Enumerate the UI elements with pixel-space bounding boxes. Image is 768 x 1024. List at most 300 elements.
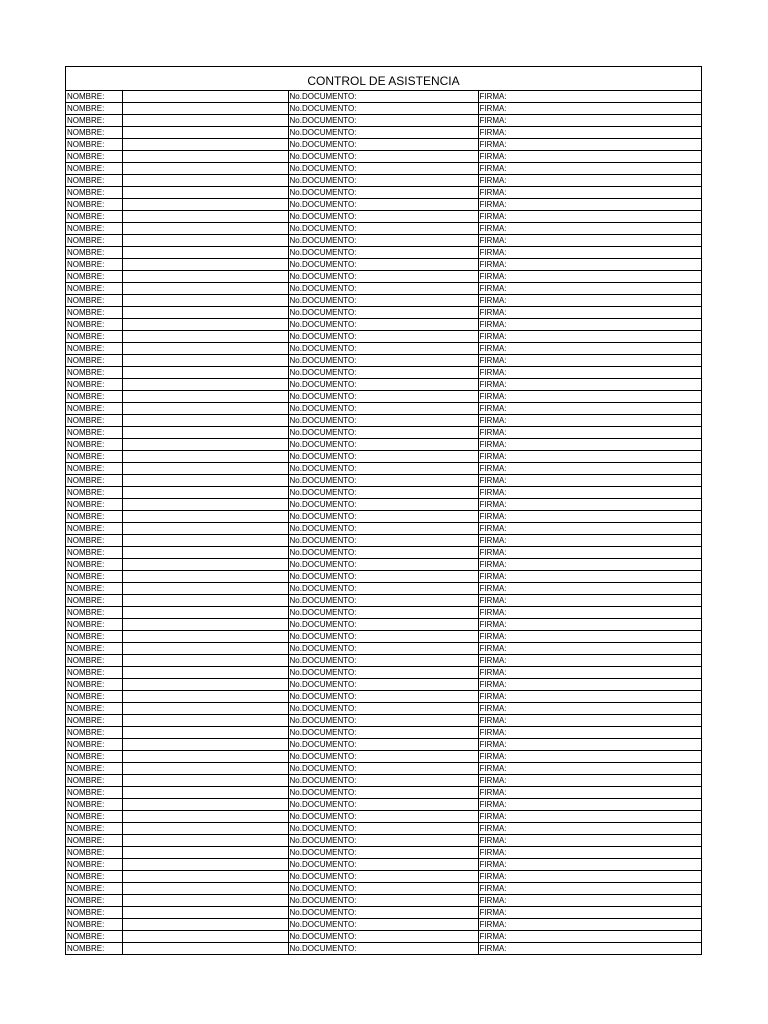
signature-label: FIRMA: <box>478 463 534 475</box>
signature-field[interactable] <box>534 487 701 499</box>
attendance-row <box>66 331 701 343</box>
signature-field[interactable] <box>534 607 701 619</box>
name-field[interactable] <box>122 391 288 403</box>
document-field[interactable] <box>368 199 478 211</box>
document-field[interactable] <box>368 871 478 883</box>
name-field[interactable] <box>122 727 288 739</box>
signature-field[interactable] <box>534 259 701 271</box>
name-field[interactable] <box>122 367 288 379</box>
signature-field[interactable] <box>534 895 701 907</box>
signature-field[interactable] <box>534 655 701 667</box>
document-field[interactable] <box>368 139 478 151</box>
signature-field[interactable] <box>534 667 701 679</box>
signature-field[interactable] <box>534 499 701 511</box>
signature-field[interactable] <box>534 199 701 211</box>
document-field[interactable] <box>368 367 478 379</box>
attendance-row <box>66 895 701 907</box>
signature-field[interactable] <box>534 187 701 199</box>
signature-label: FIRMA: <box>478 451 534 463</box>
name-field[interactable] <box>122 427 288 439</box>
name-field[interactable] <box>122 91 288 103</box>
signature-field[interactable] <box>534 931 701 943</box>
name-field[interactable] <box>122 451 288 463</box>
document-field[interactable] <box>368 103 478 115</box>
signature-label: FIRMA: <box>478 511 534 523</box>
signature-label: FIRMA: <box>478 187 534 199</box>
name-field[interactable] <box>122 343 288 355</box>
document-label: No.DOCUMENTO: <box>288 751 368 763</box>
document-field[interactable] <box>368 883 478 895</box>
signature-field[interactable] <box>534 163 701 175</box>
attendance-row <box>66 211 701 223</box>
name-field[interactable] <box>122 103 288 115</box>
attendance-table <box>66 91 701 954</box>
attendance-sheet <box>65 66 702 955</box>
document-field[interactable] <box>368 463 478 475</box>
document-field[interactable] <box>368 451 478 463</box>
signature-field[interactable] <box>534 643 701 655</box>
name-field[interactable] <box>122 499 288 511</box>
signature-field[interactable] <box>534 271 701 283</box>
document-field[interactable] <box>368 355 478 367</box>
name-label: NOMBRE: <box>66 667 122 679</box>
signature-label: FIRMA: <box>478 547 534 559</box>
document-field[interactable] <box>368 703 478 715</box>
name-field[interactable] <box>122 679 288 691</box>
signature-field[interactable] <box>534 763 701 775</box>
signature-label: FIRMA: <box>478 235 534 247</box>
name-field[interactable] <box>122 583 288 595</box>
attendance-row <box>66 415 701 427</box>
attendance-row <box>66 451 701 463</box>
attendance-row <box>66 295 701 307</box>
attendance-row <box>66 127 701 139</box>
name-field[interactable] <box>122 619 288 631</box>
document-field[interactable] <box>368 427 478 439</box>
name-field[interactable] <box>122 859 288 871</box>
document-field[interactable] <box>368 595 478 607</box>
name-field[interactable] <box>122 403 288 415</box>
document-field[interactable] <box>368 295 478 307</box>
signature-field[interactable] <box>534 475 701 487</box>
name-field[interactable] <box>122 223 288 235</box>
attendance-row <box>66 487 701 499</box>
name-label: NOMBRE: <box>66 487 122 499</box>
signature-field[interactable] <box>534 835 701 847</box>
name-field[interactable] <box>122 751 288 763</box>
signature-field[interactable] <box>534 547 701 559</box>
name-field[interactable] <box>122 163 288 175</box>
name-field[interactable] <box>122 691 288 703</box>
name-field[interactable] <box>122 295 288 307</box>
document-field[interactable] <box>368 127 478 139</box>
signature-field[interactable] <box>534 523 701 535</box>
signature-field[interactable] <box>534 907 701 919</box>
name-field[interactable] <box>122 667 288 679</box>
name-field[interactable] <box>122 511 288 523</box>
document-field[interactable] <box>368 895 478 907</box>
document-field[interactable] <box>368 415 478 427</box>
attendance-row <box>66 715 701 727</box>
name-label: NOMBRE: <box>66 355 122 367</box>
name-field[interactable] <box>122 319 288 331</box>
name-field[interactable] <box>122 943 288 955</box>
signature-field[interactable] <box>534 511 701 523</box>
name-field[interactable] <box>122 847 288 859</box>
document-field[interactable] <box>368 307 478 319</box>
document-field[interactable] <box>368 919 478 931</box>
signature-label: FIRMA: <box>478 487 534 499</box>
name-label: NOMBRE: <box>66 103 122 115</box>
document-field[interactable] <box>368 283 478 295</box>
signature-field[interactable] <box>534 787 701 799</box>
document-field[interactable] <box>368 583 478 595</box>
name-field[interactable] <box>122 919 288 931</box>
document-field[interactable] <box>368 331 478 343</box>
signature-field[interactable] <box>534 871 701 883</box>
name-field[interactable] <box>122 823 288 835</box>
name-label: NOMBRE: <box>66 679 122 691</box>
signature-field[interactable] <box>534 175 701 187</box>
attendance-row <box>66 115 701 127</box>
attendance-row <box>66 703 701 715</box>
attendance-row <box>66 943 701 955</box>
document-field[interactable] <box>368 151 478 163</box>
name-field[interactable] <box>122 739 288 751</box>
name-field[interactable] <box>122 199 288 211</box>
signature-field[interactable] <box>534 571 701 583</box>
signature-field[interactable] <box>534 211 701 223</box>
signature-field[interactable] <box>534 283 701 295</box>
document-field[interactable] <box>368 763 478 775</box>
signature-field[interactable] <box>534 103 701 115</box>
name-field[interactable] <box>122 331 288 343</box>
name-field[interactable] <box>122 151 288 163</box>
name-label: NOMBRE: <box>66 691 122 703</box>
name-field[interactable] <box>122 703 288 715</box>
signature-field[interactable] <box>534 223 701 235</box>
name-field[interactable] <box>122 763 288 775</box>
document-field[interactable] <box>368 679 478 691</box>
signature-label: FIRMA: <box>478 475 534 487</box>
signature-field[interactable] <box>534 355 701 367</box>
document-field[interactable] <box>368 571 478 583</box>
name-field[interactable] <box>122 355 288 367</box>
document-label: No.DOCUMENTO: <box>288 595 368 607</box>
name-field[interactable] <box>122 247 288 259</box>
signature-field[interactable] <box>534 463 701 475</box>
name-label: NOMBRE: <box>66 319 122 331</box>
document-field[interactable] <box>368 175 478 187</box>
signature-field[interactable] <box>534 583 701 595</box>
signature-field[interactable] <box>534 379 701 391</box>
name-field[interactable] <box>122 799 288 811</box>
name-field[interactable] <box>122 463 288 475</box>
signature-field[interactable] <box>534 727 701 739</box>
name-label: NOMBRE: <box>66 727 122 739</box>
signature-field[interactable] <box>534 247 701 259</box>
name-field[interactable] <box>122 139 288 151</box>
name-field[interactable] <box>122 655 288 667</box>
name-field[interactable] <box>122 547 288 559</box>
document-field[interactable] <box>368 559 478 571</box>
document-field[interactable] <box>368 619 478 631</box>
attendance-row <box>66 655 701 667</box>
signature-field[interactable] <box>534 823 701 835</box>
document-label: No.DOCUMENTO: <box>288 667 368 679</box>
signature-field[interactable] <box>534 415 701 427</box>
document-field[interactable] <box>368 499 478 511</box>
name-label: NOMBRE: <box>66 811 122 823</box>
signature-field[interactable] <box>534 331 701 343</box>
document-field[interactable] <box>368 907 478 919</box>
document-field[interactable] <box>368 535 478 547</box>
name-field[interactable] <box>122 907 288 919</box>
signature-field[interactable] <box>534 715 701 727</box>
name-field[interactable] <box>122 283 288 295</box>
attendance-row <box>66 463 701 475</box>
document-field[interactable] <box>368 523 478 535</box>
signature-field[interactable] <box>534 319 701 331</box>
signature-field[interactable] <box>534 391 701 403</box>
name-field[interactable] <box>122 259 288 271</box>
document-field[interactable] <box>368 775 478 787</box>
signature-field[interactable] <box>534 535 701 547</box>
name-label: NOMBRE: <box>66 463 122 475</box>
document-field[interactable] <box>368 439 478 451</box>
document-field[interactable] <box>368 487 478 499</box>
attendance-row <box>66 787 701 799</box>
document-label: No.DOCUMENTO: <box>288 763 368 775</box>
name-field[interactable] <box>122 883 288 895</box>
signature-field[interactable] <box>534 751 701 763</box>
signature-field[interactable] <box>534 343 701 355</box>
document-field[interactable] <box>368 799 478 811</box>
document-label: No.DOCUMENTO: <box>288 883 368 895</box>
signature-field[interactable] <box>534 919 701 931</box>
signature-label: FIRMA: <box>478 295 534 307</box>
signature-field[interactable] <box>534 403 701 415</box>
document-field[interactable] <box>368 931 478 943</box>
signature-field[interactable] <box>534 91 701 103</box>
document-field[interactable] <box>368 343 478 355</box>
document-field[interactable] <box>368 247 478 259</box>
name-label: NOMBRE: <box>66 619 122 631</box>
signature-label: FIRMA: <box>478 847 534 859</box>
name-field[interactable] <box>122 835 288 847</box>
name-field[interactable] <box>122 643 288 655</box>
document-label: No.DOCUMENTO: <box>288 847 368 859</box>
name-field[interactable] <box>122 307 288 319</box>
name-field[interactable] <box>122 607 288 619</box>
signature-field[interactable] <box>534 703 701 715</box>
name-field[interactable] <box>122 487 288 499</box>
name-field[interactable] <box>122 871 288 883</box>
signature-field[interactable] <box>534 307 701 319</box>
signature-label: FIRMA: <box>478 331 534 343</box>
document-field[interactable] <box>368 691 478 703</box>
document-field[interactable] <box>368 115 478 127</box>
document-field[interactable] <box>368 379 478 391</box>
document-field[interactable] <box>368 91 478 103</box>
document-label: No.DOCUMENTO: <box>288 463 368 475</box>
document-field[interactable] <box>368 715 478 727</box>
name-field[interactable] <box>122 535 288 547</box>
name-field[interactable] <box>122 127 288 139</box>
signature-field[interactable] <box>534 679 701 691</box>
document-field[interactable] <box>368 187 478 199</box>
signature-field[interactable] <box>534 139 701 151</box>
document-field[interactable] <box>368 235 478 247</box>
signature-field[interactable] <box>534 151 701 163</box>
signature-label: FIRMA: <box>478 667 534 679</box>
name-field[interactable] <box>122 595 288 607</box>
name-field[interactable] <box>122 931 288 943</box>
document-field[interactable] <box>368 847 478 859</box>
name-field[interactable] <box>122 631 288 643</box>
attendance-row <box>66 667 701 679</box>
attendance-row <box>66 235 701 247</box>
signature-field[interactable] <box>534 943 701 955</box>
document-label: No.DOCUMENTO: <box>288 343 368 355</box>
name-label: NOMBRE: <box>66 547 122 559</box>
signature-field[interactable] <box>534 127 701 139</box>
name-label: NOMBRE: <box>66 163 122 175</box>
signature-label: FIRMA: <box>478 931 534 943</box>
document-label: No.DOCUMENTO: <box>288 799 368 811</box>
signature-field[interactable] <box>534 295 701 307</box>
attendance-row <box>66 523 701 535</box>
document-field[interactable] <box>368 403 478 415</box>
name-label: NOMBRE: <box>66 247 122 259</box>
document-field[interactable] <box>368 643 478 655</box>
document-field[interactable] <box>368 391 478 403</box>
document-field[interactable] <box>368 259 478 271</box>
document-field[interactable] <box>368 811 478 823</box>
document-field[interactable] <box>368 655 478 667</box>
name-field[interactable] <box>122 571 288 583</box>
document-field[interactable] <box>368 547 478 559</box>
name-field[interactable] <box>122 439 288 451</box>
document-label: No.DOCUMENTO: <box>288 535 368 547</box>
name-label: NOMBRE: <box>66 847 122 859</box>
signature-label: FIRMA: <box>478 259 534 271</box>
document-label: No.DOCUMENTO: <box>288 175 368 187</box>
document-field[interactable] <box>368 739 478 751</box>
signature-field[interactable] <box>534 811 701 823</box>
signature-label: FIRMA: <box>478 679 534 691</box>
signature-label: FIRMA: <box>478 715 534 727</box>
signature-field[interactable] <box>534 691 701 703</box>
document-field[interactable] <box>368 667 478 679</box>
signature-field[interactable] <box>534 883 701 895</box>
document-field[interactable] <box>368 319 478 331</box>
name-field[interactable] <box>122 235 288 247</box>
document-field[interactable] <box>368 223 478 235</box>
signature-field[interactable] <box>534 619 701 631</box>
document-field[interactable] <box>368 475 478 487</box>
document-field[interactable] <box>368 727 478 739</box>
signature-field[interactable] <box>534 115 701 127</box>
signature-field[interactable] <box>534 595 701 607</box>
name-label: NOMBRE: <box>66 379 122 391</box>
document-label: No.DOCUMENTO: <box>288 727 368 739</box>
document-field[interactable] <box>368 943 478 955</box>
name-field[interactable] <box>122 187 288 199</box>
document-label: No.DOCUMENTO: <box>288 307 368 319</box>
name-field[interactable] <box>122 175 288 187</box>
name-field[interactable] <box>122 523 288 535</box>
document-field[interactable] <box>368 163 478 175</box>
signature-label: FIRMA: <box>478 583 534 595</box>
signature-label: FIRMA: <box>478 391 534 403</box>
document-field[interactable] <box>368 607 478 619</box>
signature-label: FIRMA: <box>478 151 534 163</box>
signature-field[interactable] <box>534 775 701 787</box>
signature-field[interactable] <box>534 739 701 751</box>
signature-field[interactable] <box>534 439 701 451</box>
name-field[interactable] <box>122 271 288 283</box>
signature-field[interactable] <box>534 451 701 463</box>
name-field[interactable] <box>122 211 288 223</box>
signature-field[interactable] <box>534 859 701 871</box>
name-label: NOMBRE: <box>66 199 122 211</box>
signature-label: FIRMA: <box>478 247 534 259</box>
name-field[interactable] <box>122 115 288 127</box>
name-field[interactable] <box>122 379 288 391</box>
name-label: NOMBRE: <box>66 403 122 415</box>
signature-field[interactable] <box>534 235 701 247</box>
signature-field[interactable] <box>534 427 701 439</box>
name-field[interactable] <box>122 415 288 427</box>
name-field[interactable] <box>122 811 288 823</box>
signature-field[interactable] <box>534 847 701 859</box>
document-field[interactable] <box>368 211 478 223</box>
signature-field[interactable] <box>534 631 701 643</box>
document-field[interactable] <box>368 835 478 847</box>
attendance-row <box>66 595 701 607</box>
name-field[interactable] <box>122 475 288 487</box>
signature-label: FIRMA: <box>478 307 534 319</box>
attendance-row <box>66 175 701 187</box>
signature-label: FIRMA: <box>478 595 534 607</box>
signature-label: FIRMA: <box>478 415 534 427</box>
document-field[interactable] <box>368 823 478 835</box>
document-label: No.DOCUMENTO: <box>288 415 368 427</box>
document-field[interactable] <box>368 511 478 523</box>
signature-label: FIRMA: <box>478 643 534 655</box>
document-field[interactable] <box>368 751 478 763</box>
signature-label: FIRMA: <box>478 499 534 511</box>
name-label: NOMBRE: <box>66 415 122 427</box>
document-label: No.DOCUMENTO: <box>288 823 368 835</box>
name-field[interactable] <box>122 559 288 571</box>
signature-field[interactable] <box>534 559 701 571</box>
document-field[interactable] <box>368 631 478 643</box>
name-field[interactable] <box>122 775 288 787</box>
document-label: No.DOCUMENTO: <box>288 367 368 379</box>
name-field[interactable] <box>122 715 288 727</box>
document-field[interactable] <box>368 859 478 871</box>
name-field[interactable] <box>122 895 288 907</box>
signature-field[interactable] <box>534 799 701 811</box>
signature-field[interactable] <box>534 367 701 379</box>
document-field[interactable] <box>368 271 478 283</box>
document-label: No.DOCUMENTO: <box>288 523 368 535</box>
document-field[interactable] <box>368 787 478 799</box>
name-label: NOMBRE: <box>66 439 122 451</box>
name-field[interactable] <box>122 787 288 799</box>
